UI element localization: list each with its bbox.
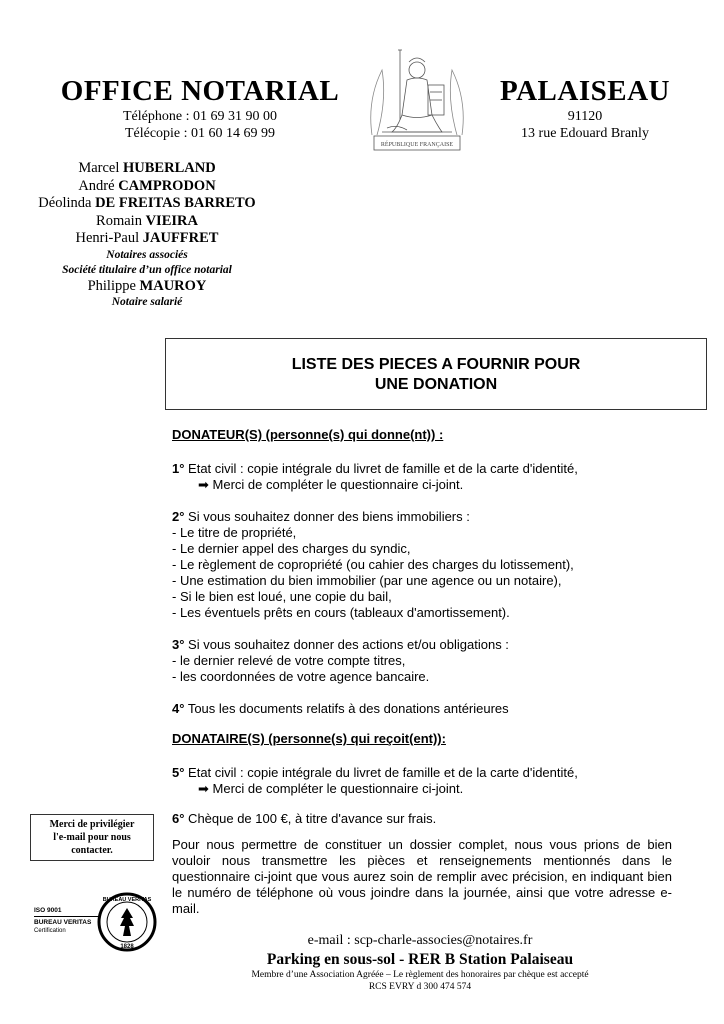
- office-fax: Télécopie : 01 60 14 69 99: [124, 126, 276, 141]
- salaried-notary-name: Philippe MAUROY: [87, 277, 207, 294]
- membership-text: Membre d’une Association Agréée – Le règlement des honoraires par chèque est accepté: [251, 970, 589, 980]
- svg-text:1828: 1828: [120, 944, 134, 950]
- notary-name: Romain VIEIRA: [96, 212, 198, 229]
- postal-code: 91120: [567, 109, 603, 124]
- salaried-label: Notaire salarié: [111, 296, 183, 308]
- list-item: - Le dernier appel des charges du syndic,: [172, 541, 411, 556]
- street-address: 13 rue Edouard Branly: [521, 126, 649, 141]
- list-item: - Si le bien est loué, une copie du bail,: [172, 589, 392, 604]
- donataire-heading: DONATAIRE(S) (personne(s) qui reçoit(ent)):: [172, 731, 446, 746]
- footer-legal: [180, 969, 660, 993]
- list-item: - Une estimation du bien immobilier (par une agence ou un notaire),: [172, 573, 562, 588]
- document-title-line2: UNE DONATION: [374, 376, 498, 393]
- certifier-name: BUREAU VERITAS: [34, 919, 92, 926]
- bureau-veritas-seal-icon: [96, 892, 158, 952]
- location-header: [470, 74, 700, 142]
- list-item: - Les éventuels prêts en cours (tableaux d'amortissement).: [172, 605, 510, 620]
- svg-text:BUREAU VERITAS: BUREAU VERITAS: [102, 897, 152, 903]
- office-title: OFFICE NOTARIAL: [60, 75, 340, 107]
- item-6: 6° Chèque de 100 €, à titre d'avance sur frais.: [172, 811, 437, 826]
- document-title-line1: LISTE DES PIECES A FOURNIR POUR: [291, 356, 581, 373]
- list-item: - Le titre de propriété,: [172, 525, 297, 540]
- notary-name: Henri-Paul JAUFFRET: [75, 230, 219, 246]
- item-3: 3° Si vous souhaitez donner des actions et/ou obligations :: [172, 637, 509, 652]
- item-4: 4° Tous les documents relatifs à des donations antérieures: [172, 701, 509, 716]
- arrow-right-icon: ➡: [198, 781, 209, 796]
- document-title-box: [165, 338, 707, 410]
- svg-text:RÉPUBLIQUE FRANÇAISE: RÉPUBLIQUE FRANÇAISE: [380, 142, 454, 148]
- item-1-note: ➡ Merci de compléter le questionnaire ci-joint.: [198, 477, 464, 492]
- office-phone: Téléphone : 01 69 31 90 00: [123, 109, 277, 124]
- iso-label: ISO 9001: [34, 907, 62, 914]
- list-item: - Le règlement de copropriété (ou cahier des charges du lotissement),: [172, 557, 574, 572]
- associates-label: Notaires associés: [106, 248, 188, 261]
- footer-parking: Parking en sous-sol - RER B Station Palaiseau: [266, 951, 574, 968]
- city-name: PALAISEAU: [500, 75, 670, 107]
- donateur-heading: DONATEUR(S) (personne(s) qui donne(nt)) :: [172, 427, 444, 442]
- document-body: [172, 427, 672, 917]
- marianne-emblem: [362, 40, 472, 158]
- rcs-number: RCS EVRY d 300 474 574: [368, 982, 472, 992]
- item-5-note: ➡ Merci de compléter le questionnaire ci-joint.: [198, 781, 464, 796]
- item-5: 5° Etat civil : copie intégrale du livret de famille et de la carte d'identité,: [172, 765, 578, 780]
- notary-name: Déolinda DE FREITAS BARRETO: [38, 195, 256, 211]
- notaries-list: [20, 160, 274, 310]
- arrow-right-icon: ➡: [198, 477, 209, 492]
- item-1: 1° Etat civil : copie intégrale du livret de famille et de la carte d'identité,: [172, 461, 578, 476]
- footer-email: e-mail : scp-charle-associes@notaires.fr: [307, 933, 533, 948]
- item-2: 2° Si vous souhaitez donner des biens immobiliers :: [172, 509, 470, 524]
- office-header: [40, 74, 360, 142]
- company-label: Société titulaire d’un office notarial: [62, 263, 232, 276]
- list-item: - le dernier relevé de votre compte titres,: [172, 653, 406, 668]
- certification-label: Certification: [34, 928, 66, 934]
- list-item: - les coordonnées de votre agence bancaire.: [172, 669, 430, 684]
- certification-logo: [34, 892, 160, 952]
- notary-name: André CAMPRODON: [78, 177, 216, 194]
- closing-paragraph: Pour nous permettre de constituer un dossier complet, nous vous prions de bien vouloir nous transmettre les pièces et renseignements mentionnés dans le questionnaire ci-joint que vous aurez soin de remplir avec précision, en indiquant bien le numéro de téléphone où vous joindre dans la journée, ainsi que votre adresse e-mail.: [172, 837, 672, 916]
- email-preference-note: Merci de privilégier l'e-mail pour nous contacter.: [30, 814, 154, 861]
- marianne-icon: [362, 40, 472, 158]
- notary-name: Marcel HUBERLAND: [78, 160, 216, 176]
